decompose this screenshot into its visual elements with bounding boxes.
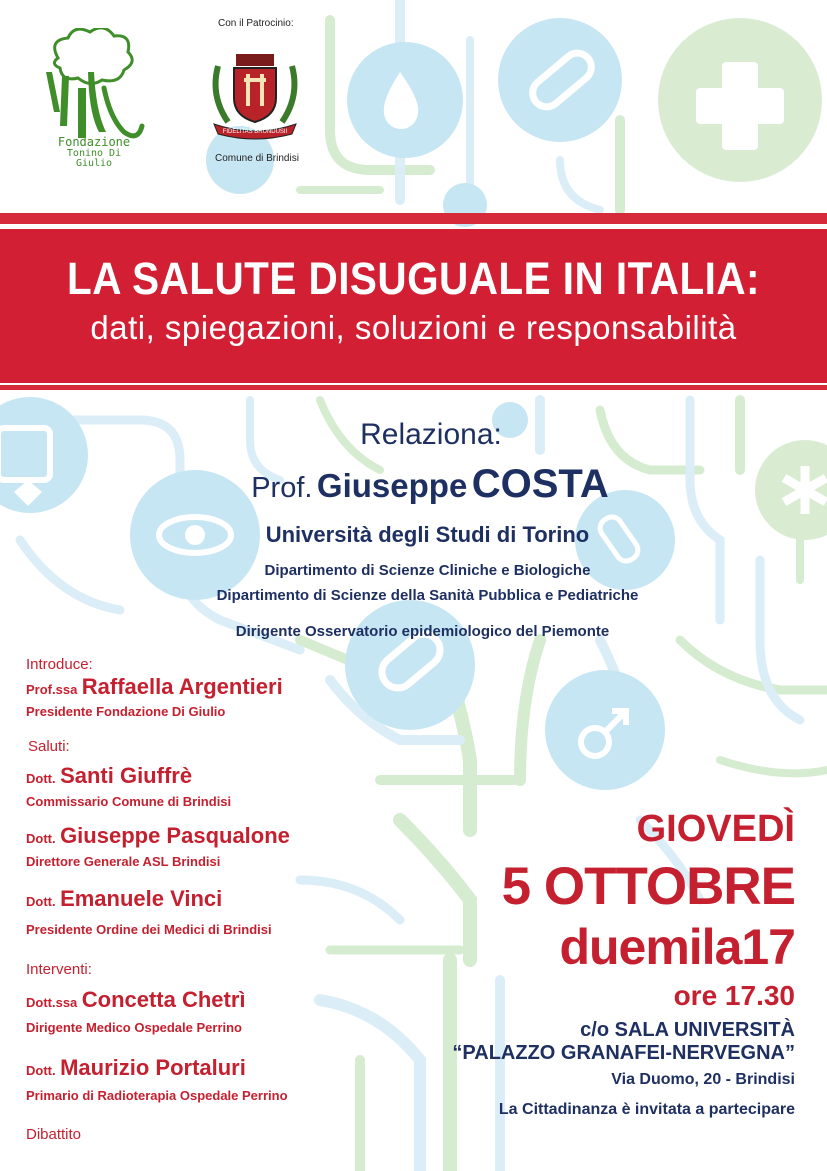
interventi-speaker-1-name: Concetta Chetrì [81, 987, 246, 1012]
interventi-speaker-1-role: Dirigente Medico Ospedale Perrino [26, 1020, 242, 1035]
saluti-speaker-2-name: Giuseppe Pasqualone [60, 823, 290, 848]
speaker-university: Università degli Studi di Torino [265, 522, 590, 547]
saluti-speaker-1-name: Santi Giuffrè [60, 763, 193, 788]
event-time: ore 17.30 [673, 980, 795, 1011]
crest-motto: FIDELITAS BRUNDUSII [222, 129, 288, 135]
introducer-fullname: Raffaella Argentieri [81, 674, 283, 699]
speaker-title: Prof. [251, 472, 313, 504]
saluti-speaker-3-title: Dott. [26, 894, 56, 909]
foundation-name [46, 136, 142, 170]
saluti-speaker-2-title: Dott. [26, 831, 56, 846]
introducer-name [26, 674, 283, 700]
saluti-speaker-2 [26, 823, 290, 849]
interventi-speaker-2-title: Dott. [26, 1063, 56, 1078]
foundation-name-line1: Fondazione [57, 135, 131, 149]
interventi-speaker-2 [26, 1055, 246, 1081]
brindisi-crest-emblem [208, 46, 302, 142]
speaker-surname: COSTA [471, 462, 609, 506]
municipality-label: Comune di Brindisi [215, 153, 299, 164]
introducer-role: Presidente Fondazione Di Giulio [26, 704, 226, 719]
saluti-speaker-2-role: Direttore Generale ASL Brindisi [26, 854, 221, 869]
venue-line-1: c/o SALA UNIVERSITÀ [580, 1019, 795, 1041]
speaker-first-name: Giuseppe [316, 467, 468, 504]
event-weekday: GIOVEDÌ [636, 808, 795, 850]
event-subtitle: dati, spiegazioni, soluzioni e responsabilità [90, 309, 737, 346]
saluti-label: Saluti: [28, 738, 70, 755]
closing-label: Dibattito [26, 1126, 82, 1143]
speaker-label: Relaziona: [360, 418, 502, 451]
invitation-text: La Cittadinanza è invitata a partecipare [498, 1101, 795, 1118]
interventi-speaker-1-title: Dott.ssa [26, 995, 78, 1010]
saluti-speaker-1 [26, 763, 192, 789]
interventi-label: Interventi: [26, 961, 92, 978]
introducer-title: Prof.ssa [26, 682, 78, 697]
patronage-label: Con il Patrocinio: [218, 18, 294, 29]
foundation-name-line2: Tonino Di Giulio [66, 147, 122, 170]
saluti-speaker-3-name: Emanuele Vinci [60, 886, 223, 911]
event-title: LA SALUTE DISUGUALE IN ITALIA: [67, 253, 760, 304]
event-year: duemila17 [559, 919, 795, 975]
saluti-speaker-1-title: Dott. [26, 771, 56, 786]
interventi-speaker-2-name: Maurizio Portaluri [60, 1055, 246, 1080]
venue-address: Via Duomo, 20 - Brindisi [611, 1071, 795, 1088]
saluti-speaker-1-role: Commissario Comune di Brindisi [26, 794, 232, 809]
speaker-role: Dirigente Osservatorio epidemiologico del Piemonte [235, 623, 610, 640]
introduce-label: Introduce: [26, 656, 93, 673]
speaker-department-2: Dipartimento di Scienze della Sanità Pubblica e Pediatriche [216, 587, 639, 604]
saluti-speaker-3 [26, 886, 222, 912]
interventi-speaker-2-role: Primario di Radioterapia Ospedale Perrino [26, 1088, 288, 1103]
interventi-speaker-1 [26, 987, 246, 1013]
event-date: 5 OTTOBRE [501, 857, 795, 916]
venue-line-2: “PALAZZO GRANAFEI-NERVEGNA” [452, 1042, 795, 1064]
title-band-top-stripe [0, 213, 827, 224]
saluti-speaker-3-role: Presidente Ordine dei Medici di Brindisi [26, 922, 272, 937]
title-band-bottom-stripe [0, 385, 827, 390]
speaker-department-1: Dipartimento di Scienze Cliniche e Biologiche [264, 562, 591, 579]
speaker-name [0, 462, 827, 507]
